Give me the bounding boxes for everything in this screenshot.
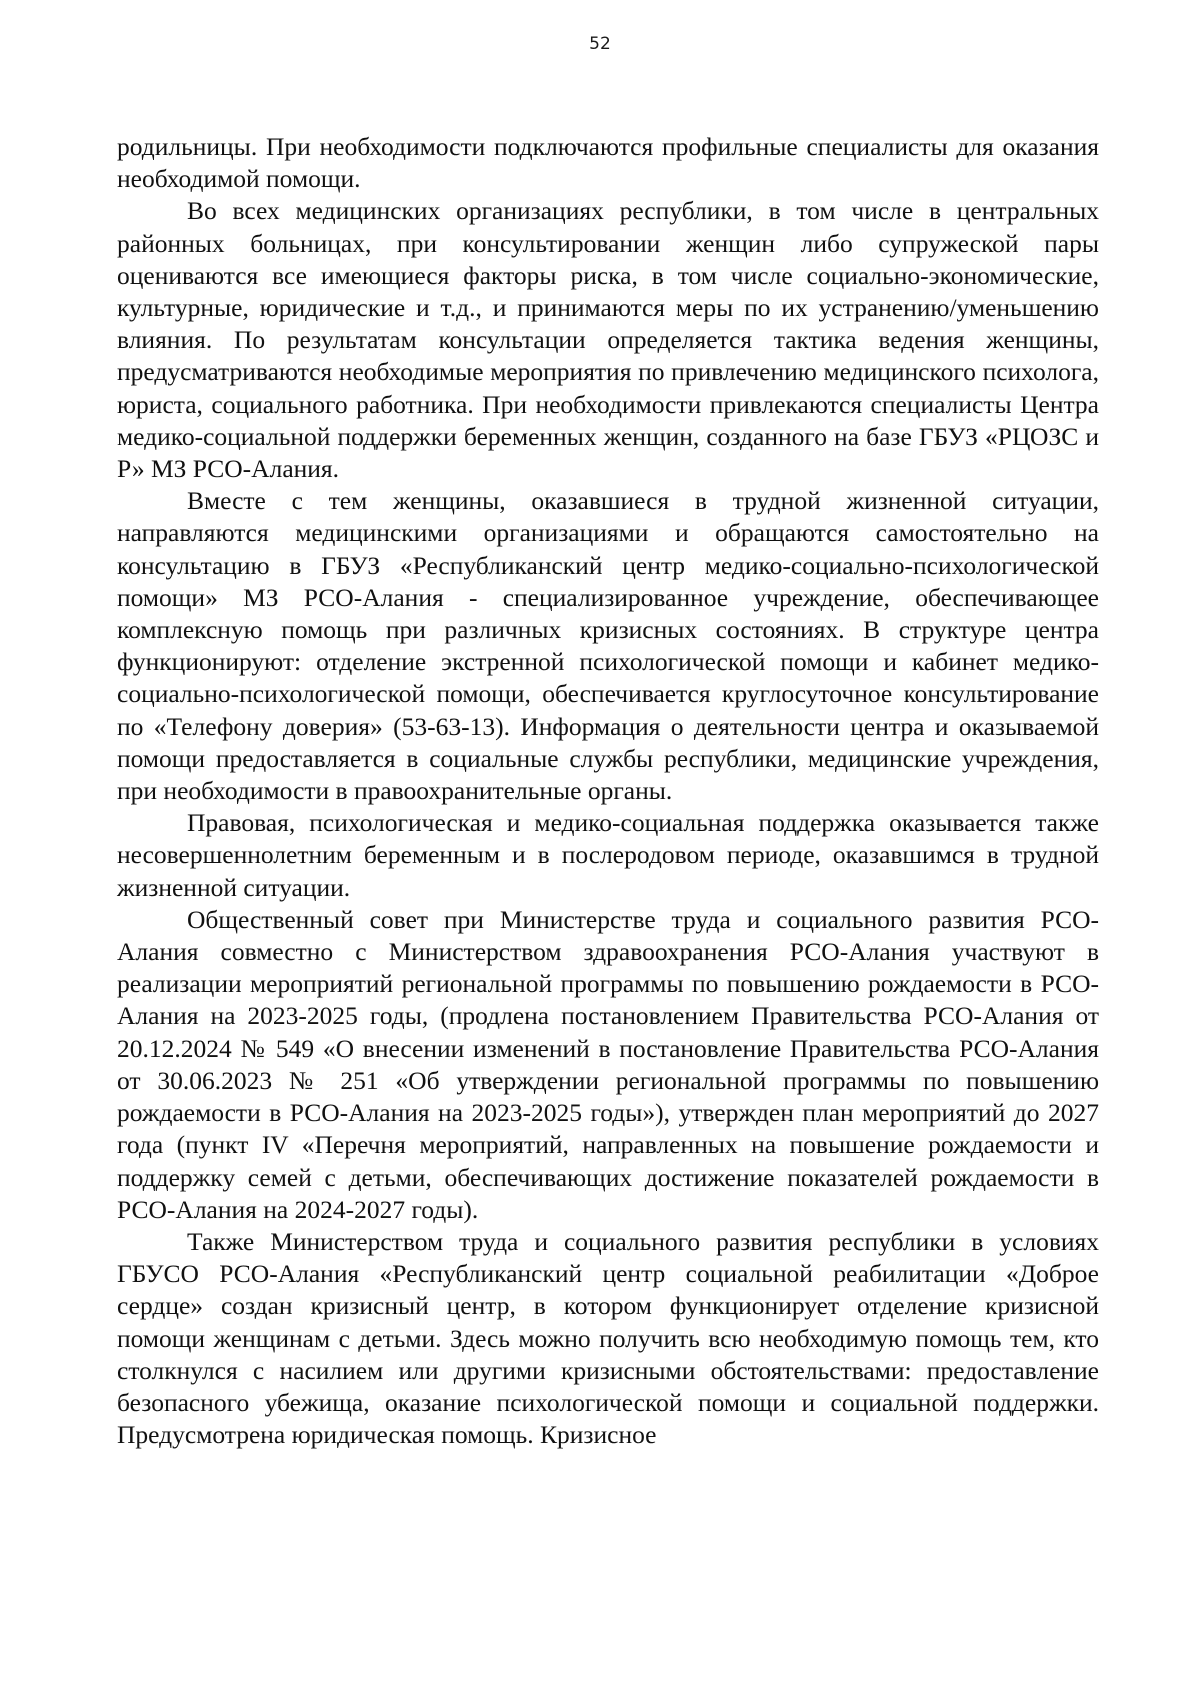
paragraph-minors-support: Правовая, психологическая и медико-социальная поддержка оказывается также несовершеннолетним беременным и в послеродовом периоде, оказавшимся в трудной жизненной ситуации.: [117, 808, 1099, 902]
paragraph-continuation: родильницы. При необходимости подключаются профильные специалисты для оказания необходимой помощи.: [117, 132, 1099, 194]
page-number: 52: [589, 34, 611, 54]
document-body: [117, 131, 1099, 1451]
paragraph-crisis-center-gbuz: Вместе с тем женщины, оказавшиеся в трудной жизненной ситуации, направляются медицинскими организациями и обращаются самостоятельно на консультацию в ГБУЗ «Республиканский центр медико-социально-психологической помощи» МЗ РСО-Алания - специализированное учреждение, обеспечивающее комплексную помощь при различных кризисных состояниях. В структуре центра функционируют: отделение экстренной психологической помощи и кабинет медико-социально-психологической помощи, обеспечивается круглосуточное консультирование по «Телефону доверия» (53-63-13). Информация о деятельности центра и оказываемой помощи предоставляется в социальные службы республики, медицинские учреждения, при необходимости в правоохранительные органы.: [117, 486, 1099, 806]
paragraph-risk-factors: Во всех медицинских организациях республики, в том числе в центральных районных больницах, при консультировании женщин либо супружеской пары оцениваются все имеющиеся факторы риска, в том числе социально-экономические, культурные, юридические и т.д., и принимаются меры по их устранению/уменьшению влияния. По результатам консультации определяется тактика ведения женщины, предусматриваются необходимые мероприятия по привлечению медицинского психолога, юриста, социального работника. При необходимости привлекаются специалисты Центра медико-социальной поддержки беременных женщин, созданного на базе ГБУЗ «РЦОЗС и Р» МЗ РСО-Алания.: [117, 196, 1099, 484]
paragraph-dobroe-serdtse: Также Министерством труда и социального развития республики в условиях ГБУСО РСО-Алания «Республиканский центр социальной реабилитации «Доброе сердце» создан кризисный центр, в котором функционирует отделение кризисной помощи женщинам с детьми. Здесь можно получить всю необходимую помощь тем, кто столкнулся с насилием или другими кризисными обстоятельствами: предоставление безопасного убежища, оказание психологической помощи и социальной поддержки. Предусмотрена юридическая помощь. Кризисное: [117, 1226, 1099, 1450]
paragraph-public-council: Общественный совет при Министерстве труда и социального развития РСО-Алания совместно с Министерством здравоохранения РСО-Алания участвуют в реализации мероприятий региональной программы по повышению рождаемости в РСО-Алания на 2023-2025 годы, (продлена постановлением Правительства РСО-Алания от 20.12.2024 № 549 «О внесении изменений в постановление Правительства РСО-Алания от 30.06.2023 № 251 «Об утверждении региональной программы по повышению рождаемости в РСО-Алания на 2023-2025 годы»), утвержден план мероприятий до 2027 года (пункт IV «Перечня мероприятий, направленных на повышение рождаемости и поддержку семей с детьми, обеспечивающих достижение показателей рождаемости в РСО-Алания на 2024-2027 годы).: [117, 904, 1099, 1224]
